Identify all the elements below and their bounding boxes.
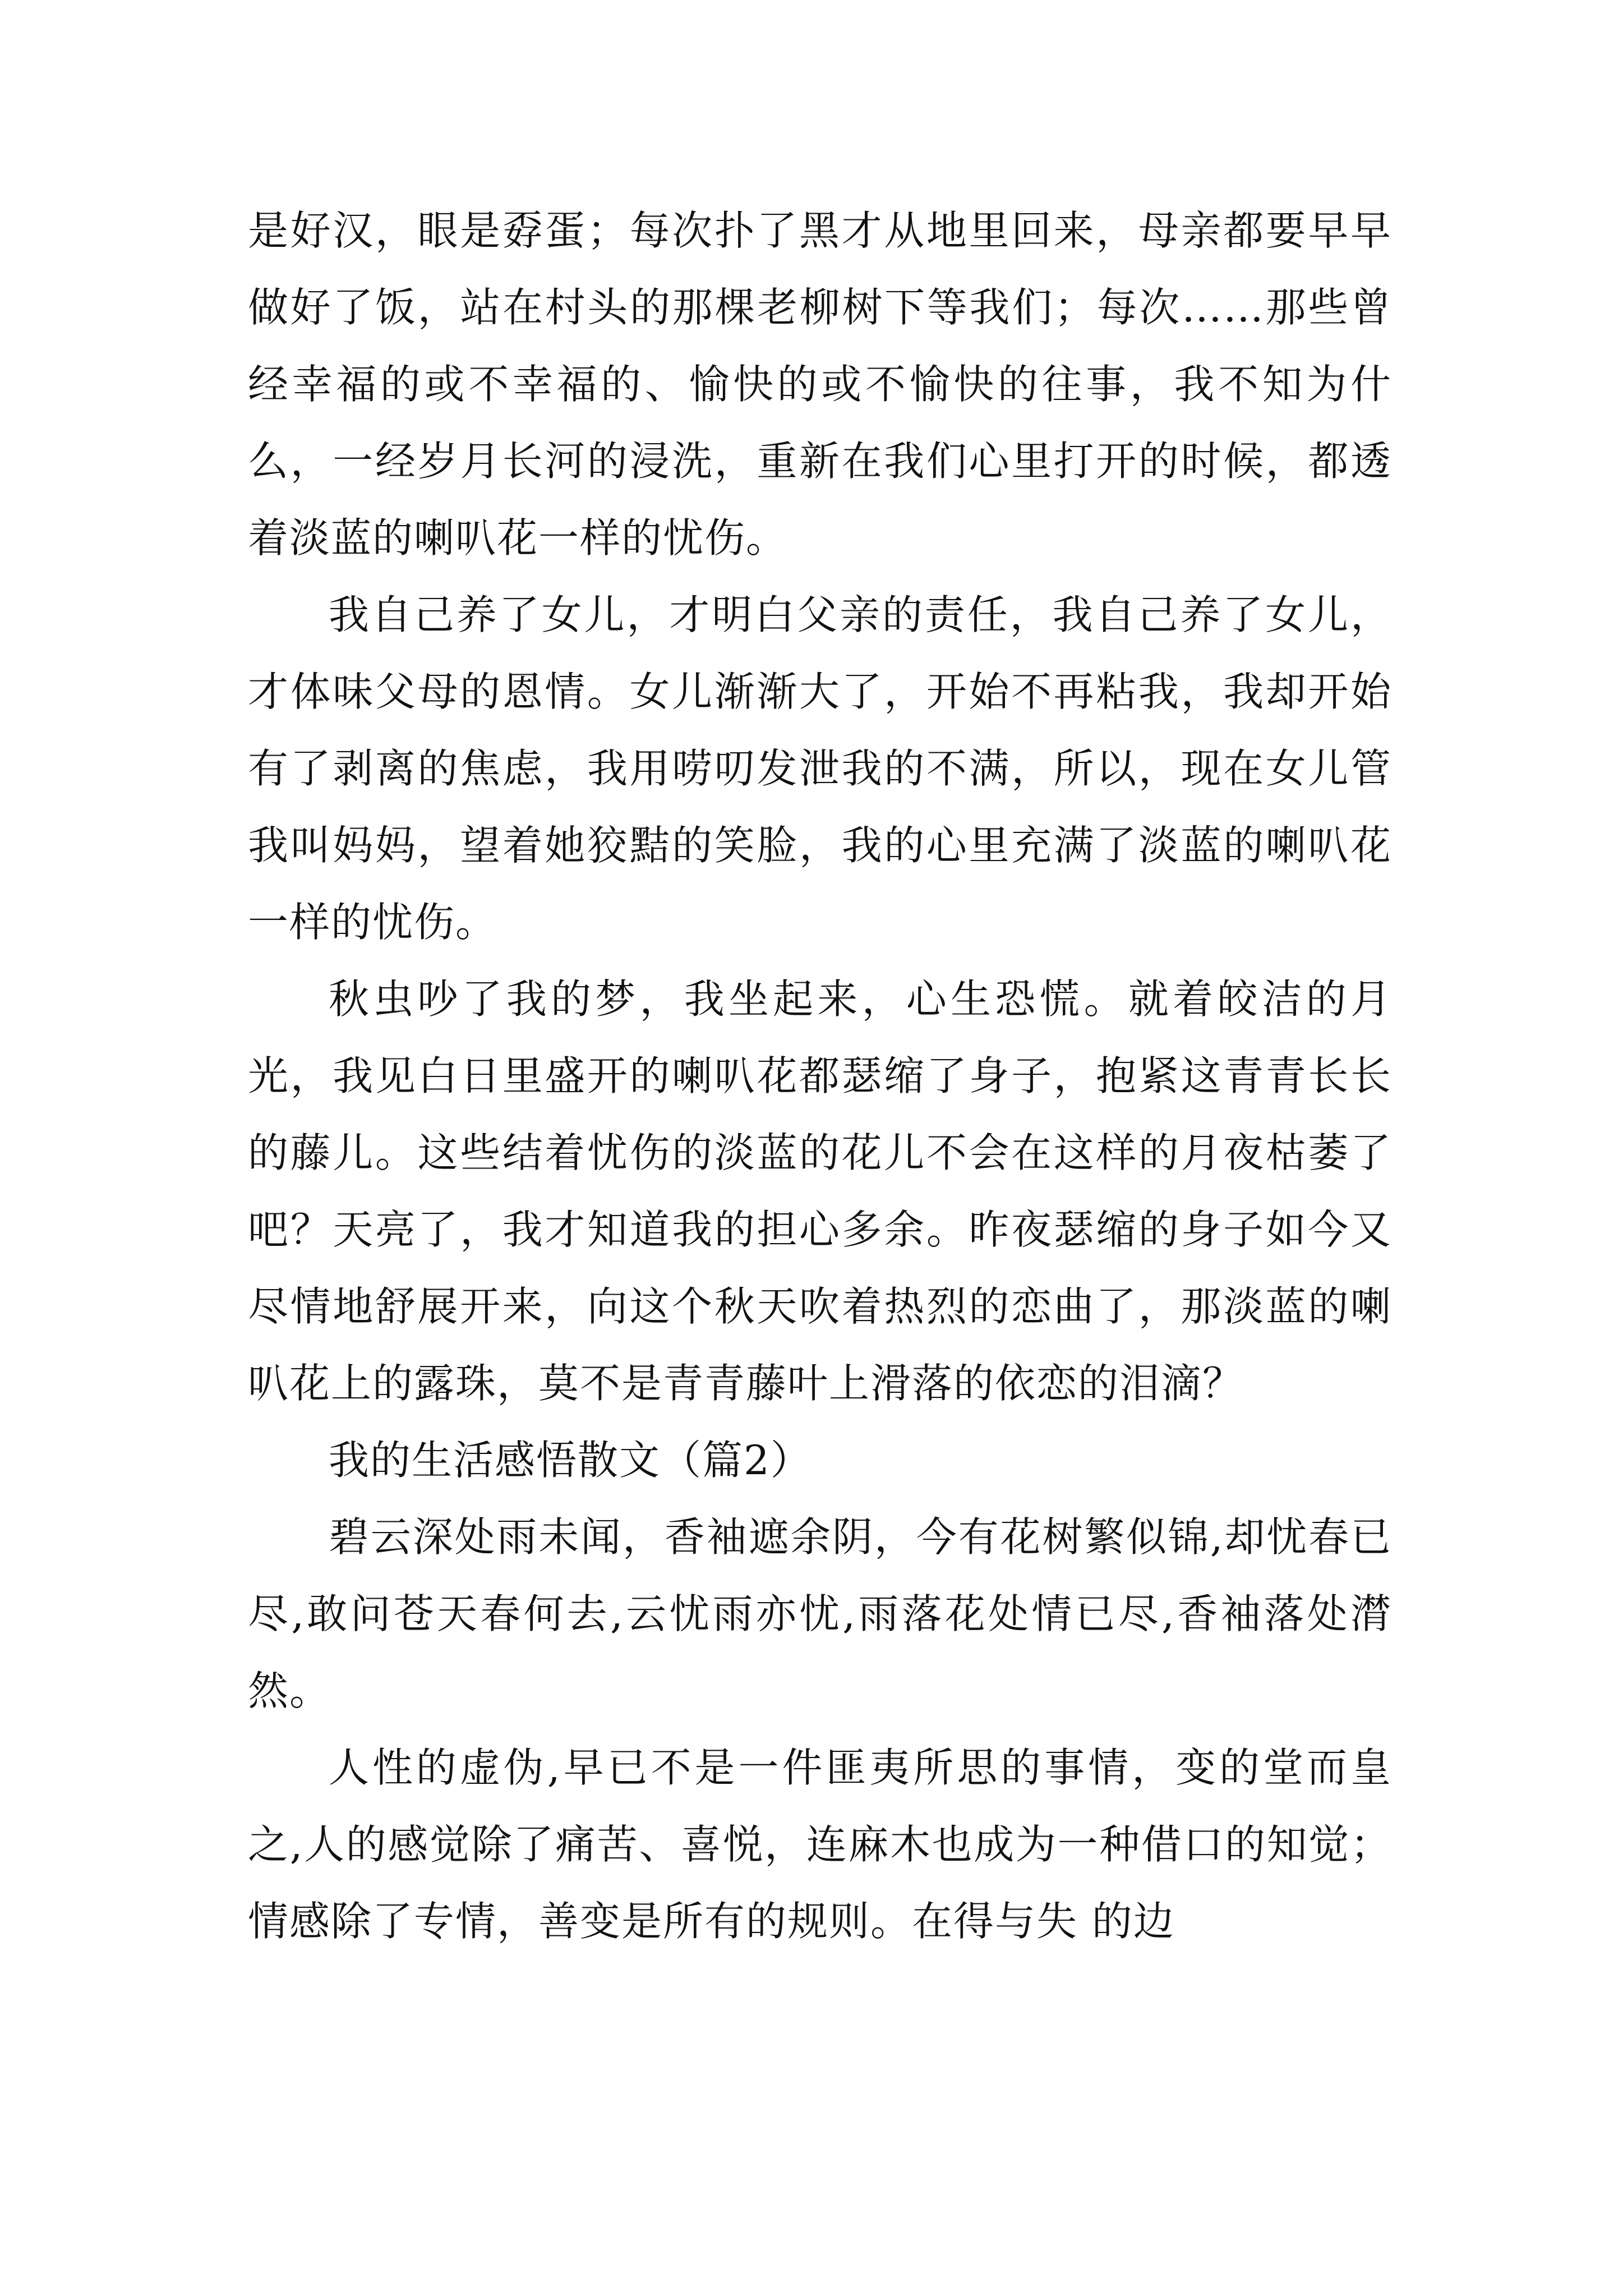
document-body <box>248 192 1392 1960</box>
paragraph-autumn-insects: 秋虫吵了我的梦，我坐起来，心生恐慌。就着皎洁的月光，我见白日里盛开的喇叭花都瑟缩了身子，抱紧这青青长长的藤儿。这些结着忧伤的淡蓝的花儿不会在这样的月夜枯萎了吧？天亮了，我才知道我的担心多余。昨夜瑟缩的身子如今又尽情地舒展开来，向这个秋天吹着热烈的恋曲了，那淡蓝的喇叭花上的露珠，莫不是青青藤叶上滑落的依恋的泪滴？ <box>248 976 1392 1407</box>
paragraph-continuation: 是好汉，眼是孬蛋；每次扑了黑才从地里回来，母亲都要早早做好了饭，站在村头的那棵老柳树下等我们；每次……那些曾经幸福的或不幸福的、愉快的或不愉快的往事，我不知为什么，一经岁月长河的浸洗，重新在我们心里打开的时候，都透着淡蓝的喇叭花一样的忧伤。 <box>248 207 1392 562</box>
paragraph-poem: 碧云深处雨未闻，香袖遮余阴，今有花树繁似锦,却忧春已尽,敢问苍天春何去,云忧雨亦忧,雨落花处情已尽,香袖落处潸然。 <box>248 1513 1392 1714</box>
paragraph-daughter: 我自己养了女儿，才明白父亲的责任，我自己养了女儿，才体味父母的恩情。女儿渐渐大了，开始不再粘我，我却开始有了剥离的焦虑，我用唠叨发泄我的不满，所以，现在女儿管我叫妈妈，望着她狡黠的笑脸，我的心里充满了淡蓝的喇叭花一样的忧伤。 <box>248 591 1392 946</box>
paragraph-human-nature: 人性的虚伪,早已不是一件匪夷所思的事情，变的堂而皇之,人的感觉除了痛苦、喜悦，连麻木也成为一种借口的知觉；情感除了专情，善变是所有的规则。在得与失 的边 <box>248 1744 1392 1945</box>
section-heading: 我的生活感悟散文（篇2） <box>329 1437 812 1484</box>
